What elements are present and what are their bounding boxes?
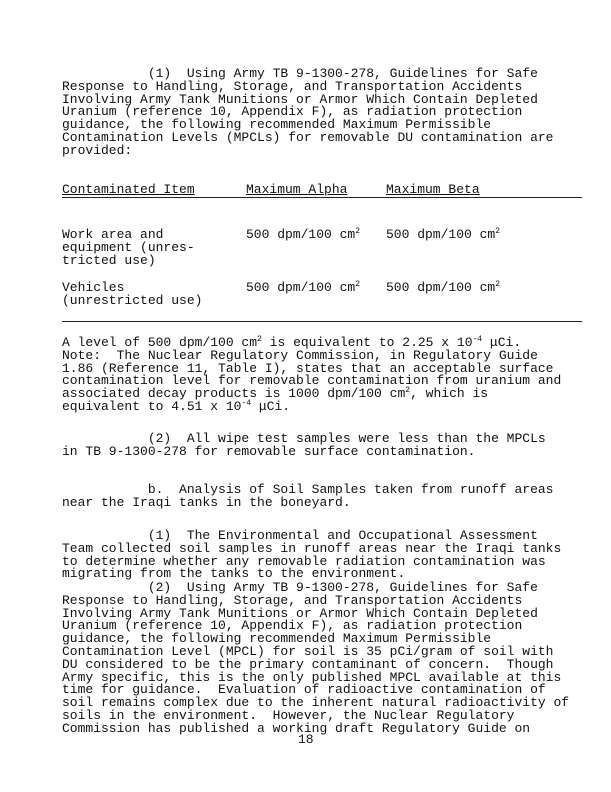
- row-beta: 500 dpm/100 $cm^2$: [386, 227, 501, 242]
- paragraph-soil-mpcl: (2) Using Army TB 9-1300-278, Guidelines for Safe Response to Handling, Storage, and Transportation Accidents Involving Army Tank Munitions or Armor Which Contain Depleted Uranium (reference 10, Appendix F), as radiation protection guidance, the following recommended Maximum Permissible Contamination Level (MPCL) for soil is 35 pCi/gram of soil with DU considered to be the primary contaminant of concern. Though Army specific, this is the only published MPCL available at this time for guidance. Evaluation of radioactive contamination of soil remains complex due to the inherent natural radioactivity of soils in the environment. However, the Nuclear Regulatory Commission has published a working draft Regulatory Guide on: [62, 580, 570, 736]
- row-item: Work area and equipment (unres- tricted use): [62, 227, 195, 268]
- row-beta: 500 dpm/100 $cm^2$: [386, 280, 501, 295]
- paragraph-soil-collection: (1) The Environmental and Occupational Assessment Team collected soil samples in runoff areas near the Iraqi tanks to determine whether any removable radiation contamination was migrating from the tanks to the environment.: [62, 528, 562, 582]
- header-maximum-beta: Maximum Beta: [386, 182, 480, 197]
- header-rule: [62, 197, 582, 198]
- paragraph-wipe-tests: (2) All wipe test samples were less than the MPCLs in TB 9-1300-278 for removable surface contamination.: [62, 431, 546, 459]
- page-number: 18: [298, 732, 314, 747]
- paragraph-mpcl-intro: (1) Using Army TB 9-1300-278, Guidelines for Safe Response to Handling, Storage, and Transportation Accidents Involving Army Tank Munitions or Armor Which Contain Depleted Uranium (reference 10, Appendix F), as radiation protection guidance, the following recommended Maximum Permissible Contamination Levels (MPCLs) for removable DU contamination are provided:: [62, 66, 554, 158]
- row-item: Vehicles (unrestricted use): [62, 280, 203, 308]
- paragraph-soil-samples-heading: b. Analysis of Soil Samples taken from runoff areas near the Iraqi tanks in the boneyard.: [62, 482, 554, 510]
- row-alpha: 500 dpm/100 $cm^2$: [246, 227, 361, 242]
- header-contaminated-item: Contaminated Item: [62, 182, 195, 197]
- header-maximum-alpha: Maximum Alpha: [246, 182, 348, 197]
- row-alpha: 500 dpm/100 $cm^2$: [246, 280, 361, 295]
- table-bottom-rule: [62, 321, 582, 322]
- note-paragraph: A level of 500 dpm/100 $cm^2$ is equivalent to 2.25 x $10^{-4}$ μCi. Note: The Nuclear Regulatory Commission, in Regulatory Guide 1.86 (Reference 11, Table I), states that an acceptable surface contamination level for removable contamination from uranium and associated decay products is 1000 dpm/100 $cm^2$, which is equivalent to 4.51 x $10^{-4}$ μCi.: [62, 335, 562, 414]
